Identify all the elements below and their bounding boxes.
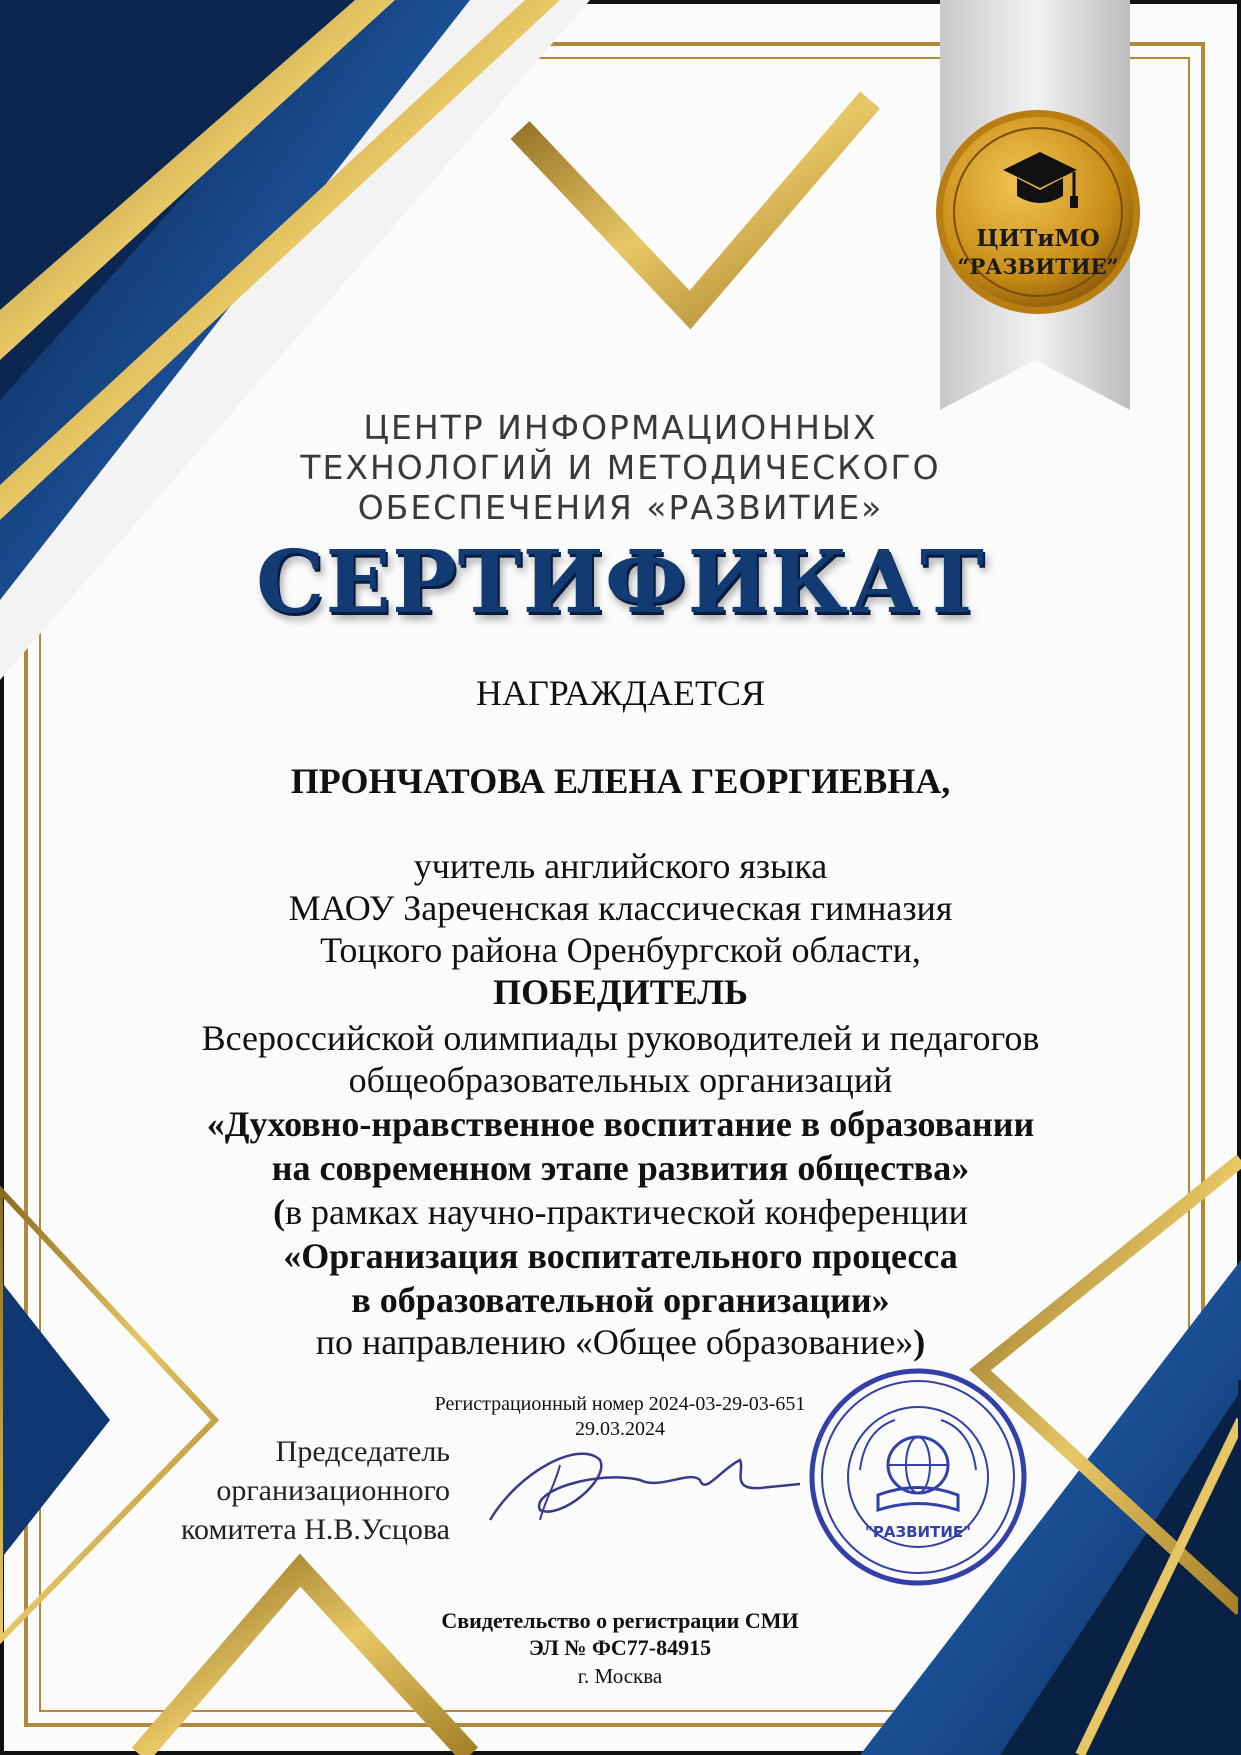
recipient-school: МАОУ Зареченская классическая гимназия: [288, 888, 953, 928]
seal-line1: ЦИТиМО: [976, 225, 1100, 252]
direction-text: по направлению «Общее образование»: [315, 1322, 914, 1362]
conference-title2: в образовательной организации»: [351, 1280, 890, 1320]
conference-paren-open: (: [273, 1192, 286, 1232]
media-line2: ЭЛ № ФС77-84915: [528, 1635, 712, 1660]
media-line3: г. Москва: [577, 1664, 663, 1688]
topic-line2: на современном этапе развития общества»: [271, 1148, 970, 1188]
awarded-label: НАГРАЖДАЕТСЯ: [475, 673, 766, 713]
direction-line: [0, 1321, 1241, 1363]
award-status: ПОБЕДИТЕЛЬ: [493, 972, 748, 1012]
registration-date: 29.03.2024: [575, 1418, 665, 1440]
conference-paren-close: ): [913, 1322, 926, 1362]
recipient-region: Тоцкого района Оренбургской области,: [320, 930, 921, 970]
conference-title1: «Организация воспитательного процесса: [283, 1236, 958, 1276]
signature: [490, 1454, 800, 1520]
seal-line2: “РАЗВИТИЕ”: [957, 254, 1119, 279]
conference-text: в рамках научно-практической конференции: [285, 1192, 968, 1232]
chairman-line3: комитета Н.В.Усцова: [180, 1513, 450, 1546]
topic-line1: «Духовно-нравственное воспитание в образовании: [206, 1104, 1035, 1144]
event-line2: общеобразовательных организаций: [348, 1060, 893, 1100]
org-name-line1: ЦЕНТР ИНФОРМАЦИОННЫХ: [363, 408, 878, 447]
svg-text:"РАЗВИТИЕ": "РАЗВИТИЕ": [865, 1523, 971, 1541]
chairman-line2: организационного: [216, 1474, 450, 1507]
chairman-line1: Председатель: [275, 1435, 450, 1468]
event-line1: Всероссийской олимпиады руководителей и педагогов: [201, 1018, 1040, 1058]
org-name-line2: ТЕХНОЛОГИЙ И МЕТОДИЧЕСКОГО: [300, 448, 941, 487]
media-line1: Свидетельство о регистрации СМИ: [441, 1608, 799, 1633]
conference-line1: [0, 1191, 1241, 1233]
org-name-line3: ОБЕСПЕЧЕНИЯ «РАЗВИТИЕ»: [357, 488, 884, 527]
recipient-name: ПРОНЧАТОВА ЕЛЕНА ГЕОРГИЕВНА,: [290, 761, 951, 801]
recipient-position: учитель английского языка: [413, 846, 828, 886]
certificate-title: СЕРТИФИКАТ: [255, 532, 986, 633]
gold-seal: [936, 110, 1140, 314]
registration-number: Регистрационный номер 2024-03-29-03-651: [434, 1393, 806, 1415]
